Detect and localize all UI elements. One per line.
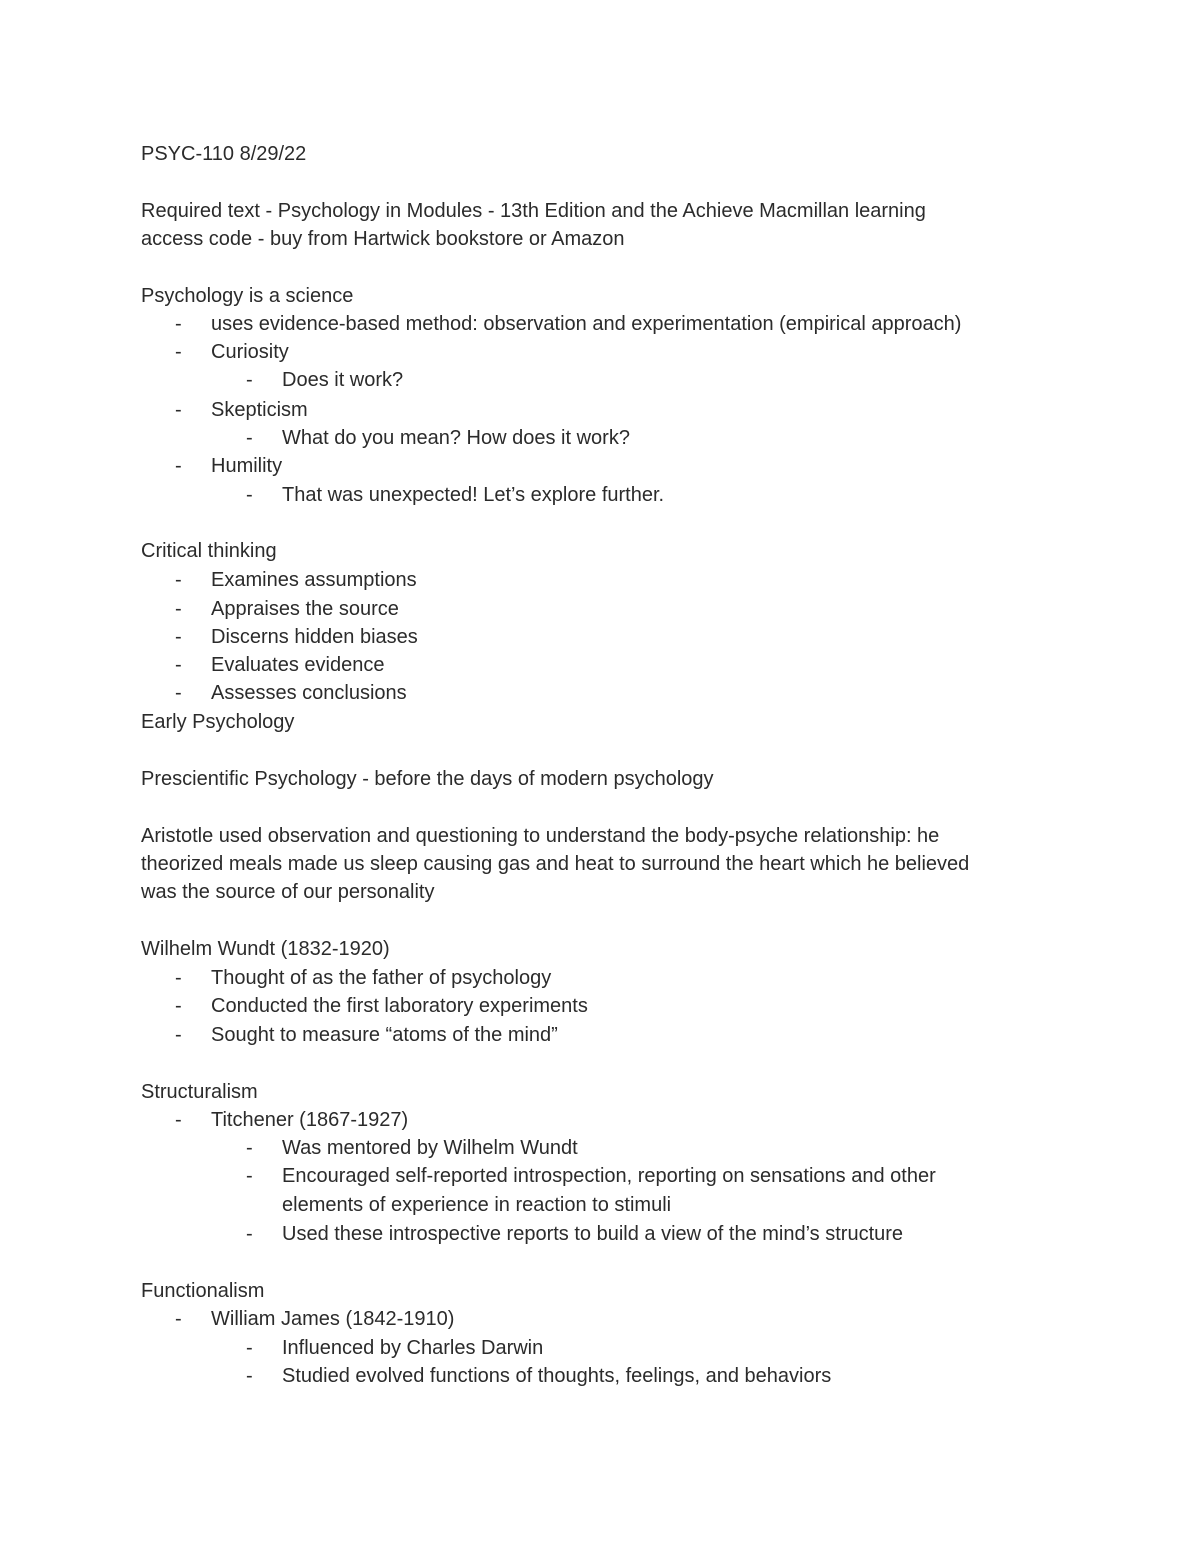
list-item bbox=[0, 1106, 1200, 1134]
early-heading: Early Psychology bbox=[141, 711, 295, 733]
sub-list-item bbox=[0, 1334, 1200, 1362]
section-heading bbox=[0, 537, 1200, 565]
sub-list-item-text: Studied evolved functions of thoughts, feelings, and behaviors bbox=[282, 1365, 832, 1387]
sub-list-item-text: That was unexpected! Let’s explore further. bbox=[282, 484, 665, 506]
document-header bbox=[0, 140, 1200, 168]
bullet-dash: - bbox=[246, 1137, 253, 1159]
list-item bbox=[0, 992, 1200, 1020]
sub-list-item bbox=[0, 1362, 1200, 1390]
bullet-dash: - bbox=[175, 1308, 182, 1330]
functionalism-heading: Functionalism bbox=[141, 1280, 265, 1302]
sub-list-item-text: What do you mean? How does it work? bbox=[282, 427, 630, 449]
list-item-text: Humility bbox=[211, 455, 283, 477]
list-item bbox=[0, 310, 1200, 338]
aristotle-line-2: theorized meals made us sleep causing gas and heat to surround the heart which he believed bbox=[141, 853, 970, 875]
list-item-text: Discerns hidden biases bbox=[211, 626, 418, 648]
list-item bbox=[0, 338, 1200, 366]
list-item-text: Curiosity bbox=[211, 341, 289, 363]
list-item-text: uses evidence-based method: observation and experimentation (empirical approach) bbox=[211, 313, 962, 335]
list-item bbox=[0, 1021, 1200, 1049]
section-heading bbox=[0, 1078, 1200, 1106]
aristotle-line-1: Aristotle used observation and questioning to understand the body-psyche relationship: he bbox=[141, 825, 940, 847]
prescientific-text: Prescientific Psychology - before the days of modern psychology bbox=[141, 768, 714, 790]
sub-list-item bbox=[0, 366, 1200, 394]
sub-list-item-text: elements of experience in reaction to stimuli bbox=[282, 1194, 672, 1216]
paragraph-line bbox=[0, 765, 1200, 793]
sub-list-item bbox=[0, 1134, 1200, 1162]
bullet-dash: - bbox=[175, 626, 182, 648]
list-item bbox=[0, 623, 1200, 651]
sub-list-item-text: Influenced by Charles Darwin bbox=[282, 1337, 544, 1359]
science-heading: Psychology is a science bbox=[141, 285, 354, 307]
aristotle-line-3: was the source of our personality bbox=[141, 881, 435, 903]
bullet-dash: - bbox=[246, 1165, 253, 1187]
sub-list-item-text: Encouraged self-reported introspection, reporting on sensations and other bbox=[282, 1165, 936, 1187]
bullet-dash: - bbox=[246, 1337, 253, 1359]
bullet-dash: - bbox=[175, 455, 182, 477]
bullet-dash: - bbox=[175, 995, 182, 1017]
list-item bbox=[0, 651, 1200, 679]
bullet-dash: - bbox=[175, 341, 182, 363]
list-item-text: Sought to measure “atoms of the mind” bbox=[211, 1024, 558, 1046]
section-heading bbox=[0, 1277, 1200, 1305]
required-text-line bbox=[0, 197, 1200, 225]
bullet-dash: - bbox=[246, 484, 253, 506]
paragraph-line bbox=[0, 822, 1200, 850]
list-item bbox=[0, 452, 1200, 480]
section-heading bbox=[0, 708, 1200, 736]
sub-list-item bbox=[0, 1162, 1200, 1190]
list-item-text: Conducted the first laboratory experiments bbox=[211, 995, 588, 1017]
paragraph-line bbox=[0, 878, 1200, 906]
sub-list-item bbox=[0, 1220, 1200, 1248]
list-item bbox=[0, 396, 1200, 424]
list-item-text: Appraises the source bbox=[211, 598, 399, 620]
bullet-dash: - bbox=[175, 682, 182, 704]
list-item bbox=[0, 1305, 1200, 1333]
header-text: PSYC-110 8/29/22 bbox=[141, 143, 307, 165]
list-item bbox=[0, 566, 1200, 594]
bullet-dash: - bbox=[246, 1365, 253, 1387]
bullet-dash: - bbox=[175, 967, 182, 989]
bullet-dash: - bbox=[246, 369, 253, 391]
list-item-text: Examines assumptions bbox=[211, 569, 417, 591]
list-item-text: Assesses conclusions bbox=[211, 682, 407, 704]
critical-heading: Critical thinking bbox=[141, 540, 277, 562]
sub-list-item bbox=[0, 424, 1200, 452]
list-item bbox=[0, 595, 1200, 623]
bullet-dash: - bbox=[175, 598, 182, 620]
section-heading bbox=[0, 935, 1200, 963]
sub-list-item-text: Was mentored by Wilhelm Wundt bbox=[282, 1137, 578, 1159]
paragraph-line bbox=[0, 850, 1200, 878]
section-heading bbox=[0, 282, 1200, 310]
list-item-text: Titchener (1867-1927) bbox=[211, 1109, 409, 1131]
list-item-text: Evaluates evidence bbox=[211, 654, 385, 676]
sub-list-item-text: Used these introspective reports to build a view of the mind’s structure bbox=[282, 1223, 904, 1245]
bullet-dash: - bbox=[175, 399, 182, 421]
bullet-dash: - bbox=[175, 654, 182, 676]
list-item bbox=[0, 679, 1200, 707]
bullet-dash: - bbox=[175, 1109, 182, 1131]
sub-list-item bbox=[0, 481, 1200, 509]
sub-list-item-continuation bbox=[0, 1191, 1200, 1219]
list-item-text: Skepticism bbox=[211, 399, 308, 421]
bullet-dash: - bbox=[175, 313, 182, 335]
list-item-text: Thought of as the father of psychology bbox=[211, 967, 552, 989]
bullet-dash: - bbox=[175, 1024, 182, 1046]
structuralism-heading: Structuralism bbox=[141, 1081, 258, 1103]
required-text-2: access code - buy from Hartwick bookstore or Amazon bbox=[141, 228, 625, 250]
required-text-line bbox=[0, 225, 1200, 253]
required-text-1: Required text - Psychology in Modules - 13th Edition and the Achieve Macmillan learning bbox=[141, 200, 926, 222]
wundt-heading: Wilhelm Wundt (1832-1920) bbox=[141, 938, 390, 960]
bullet-dash: - bbox=[175, 569, 182, 591]
bullet-dash: - bbox=[246, 427, 253, 449]
sub-list-item-text: Does it work? bbox=[282, 369, 404, 391]
list-item bbox=[0, 964, 1200, 992]
bullet-dash: - bbox=[246, 1223, 253, 1245]
list-item-text: William James (1842-1910) bbox=[211, 1308, 455, 1330]
